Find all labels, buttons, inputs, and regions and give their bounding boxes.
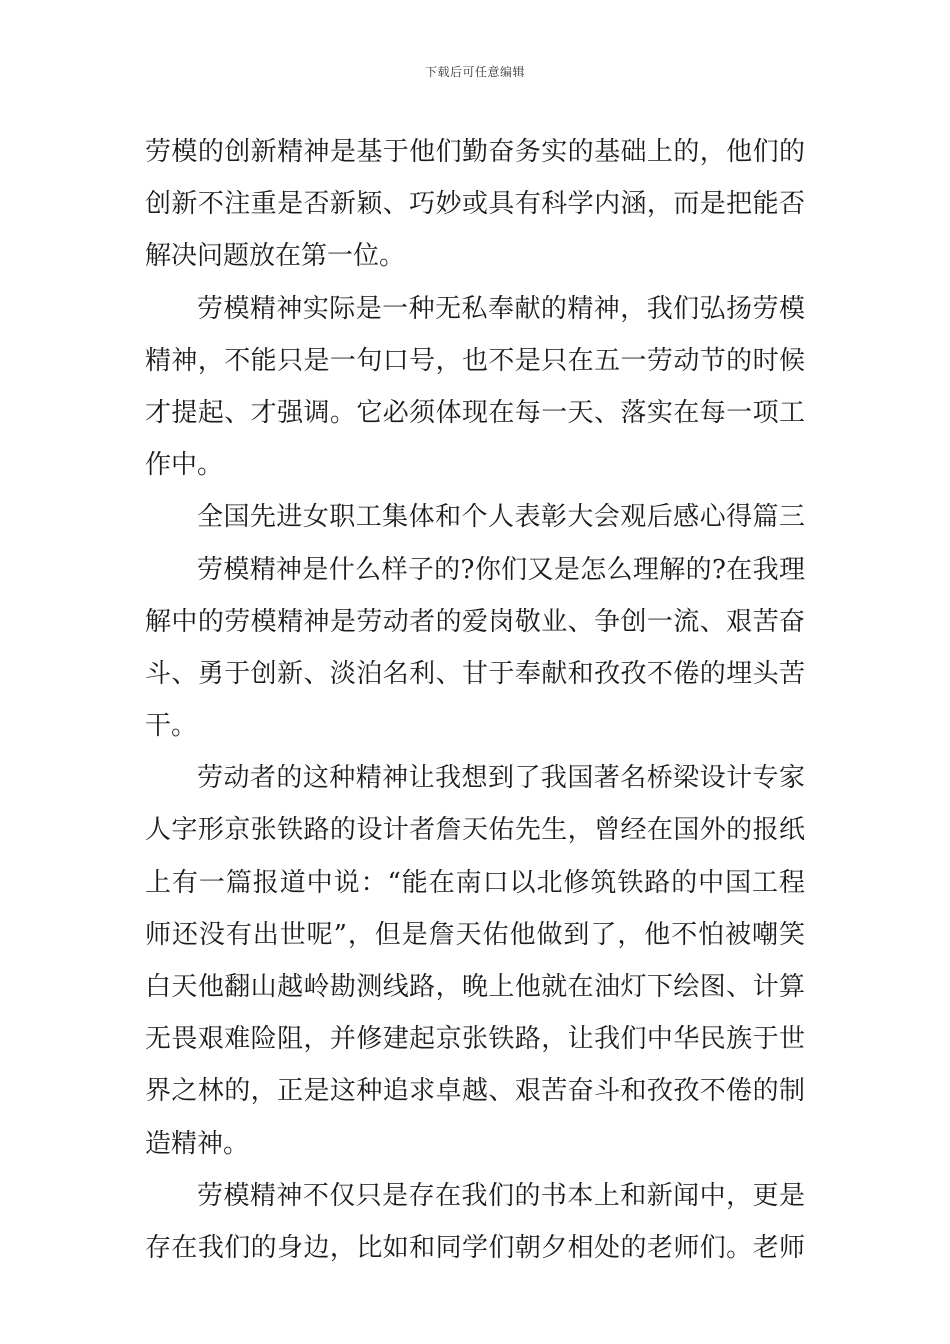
text-line: 人字形京张铁路的设计者詹天佑先生，曾经在国外的报纸 bbox=[145, 815, 806, 846]
text-line: 才提起、才强调。它必须体现在每一天、落实在每一项工 bbox=[145, 397, 806, 428]
text-line: 作中。 bbox=[145, 450, 224, 481]
text-line: 斗、勇于创新、淡泊名利、甘于奉献和孜孜不倦的埋头苦 bbox=[145, 658, 806, 689]
text-line: 劳模精神实际是一种无私奉献的精神，我们弘扬劳模 bbox=[197, 293, 806, 324]
text-line: 劳模精神是什么样子的?你们又是怎么理解的?在我理 bbox=[197, 554, 806, 585]
text-line: 劳动者的这种精神让我想到了我国著名桥梁设计专家 bbox=[197, 763, 806, 794]
text-line: 界之林的，正是这种追求卓越、艰苦奋斗和孜孜不倦的制 bbox=[145, 1076, 806, 1107]
text-line: 劳模精神不仅只是存在我们的书本上和新闻中，更是 bbox=[197, 1180, 806, 1211]
text-line: 上有一篇报道中说：“能在南口以北修筑铁路的中国工程 bbox=[145, 867, 806, 898]
text-line: 造精神。 bbox=[145, 1128, 250, 1159]
text-line: 师还没有出世呢”，但是詹天佑他做到了，他不怕被嘲笑 bbox=[145, 919, 806, 950]
text-line: 干。 bbox=[145, 711, 198, 742]
text-line: 解决问题放在第一位。 bbox=[145, 241, 406, 272]
document-body bbox=[145, 126, 805, 1274]
text-line: 无畏艰难险阻，并修建起京张铁路，让我们中华民族于世 bbox=[145, 1024, 806, 1055]
text-line: 精神，不能只是一句口号，也不是只在五一劳动节的时候 bbox=[145, 345, 806, 376]
text-line: 劳模的创新精神是基于他们勤奋务实的基础上的，他们的 bbox=[145, 137, 806, 167]
text-line: 解中的劳模精神是劳动者的爱岗敬业、争创一流、艰苦奋 bbox=[145, 606, 806, 637]
text-line: 全国先进女职工集体和个人表彰大会观后感心得篇三 bbox=[197, 502, 806, 533]
text-line: 白天他翻山越岭勘测线路，晚上他就在油灯下绘图、计算 bbox=[145, 972, 806, 1002]
page-header: 下载后可任意编辑 bbox=[424, 65, 525, 79]
text-line: 存在我们的身边，比如和同学们朝夕相处的老师们。老师 bbox=[145, 1232, 806, 1263]
text-line: 创新不注重是否新颖、巧妙或具有科学内涵，而是把能否 bbox=[145, 189, 806, 220]
